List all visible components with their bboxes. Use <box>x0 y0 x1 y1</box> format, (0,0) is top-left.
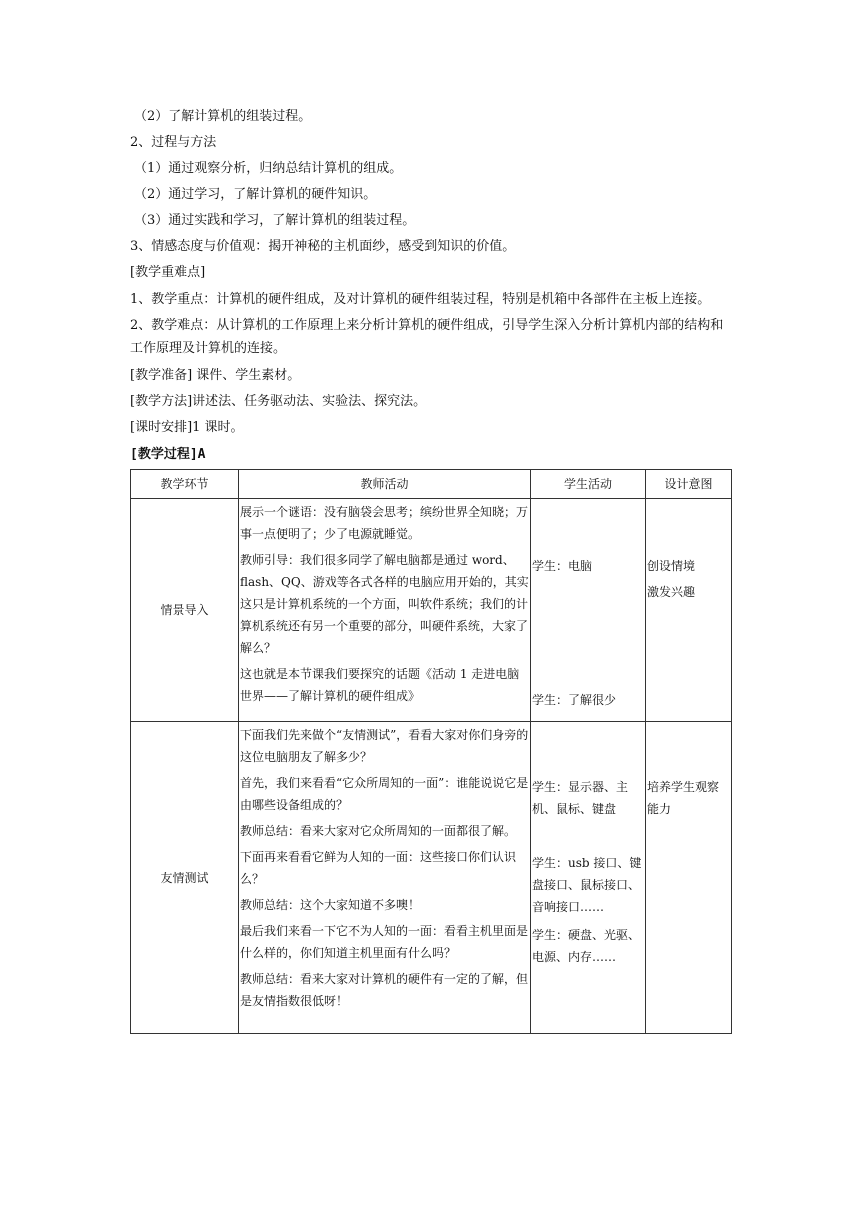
teacher-text: 这也就是本节课我们要探究的话题《活动 1 走进电脑世界——了解计算机的硬件组成》 <box>240 667 520 703</box>
header-student: 学生活动 <box>531 470 646 499</box>
intent-text: 培养学生观察能力 <box>647 780 720 816</box>
teacher-text: 最后我们来看一下它不为人知的一面：看看主机里面是什么样的，你们知道主机里面有什么吗？ <box>240 924 529 960</box>
student-text: 学生：显示器、主机、鼠标、键盘 <box>532 780 629 816</box>
preparation: [教学准备] 课件、学生素材。 <box>130 368 301 383</box>
student-text: 学生：硬盘、光驱、电源、内存…… <box>532 928 641 964</box>
intent-text: 激发兴趣 <box>647 585 696 599</box>
section-heading: 3、情感态度与价值观：揭开神秘的主机面纱，感受到知识的价值。 <box>130 239 516 254</box>
teacher-cell <box>239 722 531 1034</box>
teacher-text: 下面我们先来做个“友情测试”，看看大家对你们身旁的这位电脑朋友了解多少？ <box>240 728 529 764</box>
table-header-row <box>131 470 732 499</box>
teacher-cell <box>239 499 531 722</box>
student-cell <box>531 499 646 722</box>
table-row <box>131 722 732 1034</box>
student-text: 学生：usb 接口、键盘接口、鼠标接口、音响接口…… <box>532 856 642 914</box>
section-label: [教学重难点] <box>130 265 206 280</box>
objective-item: （1）通过观察分析，归纳总结计算机的组成。 <box>134 161 403 176</box>
student-cell <box>531 722 646 1034</box>
teacher-text: 教师总结：这个大家知道不多噢！ <box>240 898 421 912</box>
student-text: 学生：电脑 <box>532 559 593 573</box>
stage-cell: 友情测试 <box>131 722 239 1034</box>
objective-item: （2）了解计算机的组装过程。 <box>134 109 312 124</box>
header-stage: 教学环节 <box>131 470 239 499</box>
lesson-table <box>130 469 732 1034</box>
intent-cell <box>646 722 732 1034</box>
difficult-point: 2、教学难点：从计算机的工作原理上来分析计算机的硬件组成，引导学生深入分析计算机内部的结构和工作原理及计算机的连接。 <box>130 318 724 356</box>
header-intent: 设计意图 <box>646 470 732 499</box>
teacher-text: 展示一个谜语：没有脑袋会思考；缤纷世界全知晓；万事一点便明了；少了电源就睡觉。 <box>240 505 529 541</box>
key-point: 1、教学重点：计算机的硬件组成，及对计算机的硬件组装过程，特别是机箱中各部件在主板上连接。 <box>130 292 711 307</box>
process-heading: [教学过程]A <box>130 447 206 462</box>
teacher-text: 教师总结：看来大家对它众所周知的一面都很了解。 <box>240 824 517 838</box>
student-text: 学生：了解很少 <box>532 693 617 707</box>
teacher-text: 首先，我们来看看“它众所周知的一面”：谁能说说它是由哪些设备组成的？ <box>240 776 529 812</box>
objective-item: （3）通过实践和学习，了解计算机的组装过程。 <box>134 213 416 228</box>
section-heading: 2、过程与方法 <box>130 135 217 150</box>
teacher-text: 下面再来看看它鲜为人知的一面：这些接口你们认识么？ <box>240 850 517 886</box>
schedule: [课时安排]1 课时。 <box>130 420 244 435</box>
table-row <box>131 499 732 722</box>
intent-cell <box>646 499 732 722</box>
stage-cell: 情景导入 <box>131 499 239 722</box>
methods: [教学方法]讲述法、任务驱动法、实验法、探究法。 <box>130 394 427 409</box>
document-page <box>130 104 732 1034</box>
intent-text: 创设情境 <box>647 559 696 573</box>
teacher-text: 教师引导：我们很多同学了解电脑都是通过 word、flash、QQ、游戏等各式各样的电脑应用开始的，其实这只是计算机系统的一个方面，叫软件系统；我们的计算机系统还有另一个重要的部分，叫硬件系统，大家了解么？ <box>240 553 529 655</box>
objective-item: （2）通过学习，了解计算机的硬件知识。 <box>134 187 377 202</box>
header-teacher: 教师活动 <box>239 470 531 499</box>
teacher-text: 教师总结：看来大家对计算机的硬件有一定的了解，但是友情指数很低呀！ <box>240 972 529 1008</box>
